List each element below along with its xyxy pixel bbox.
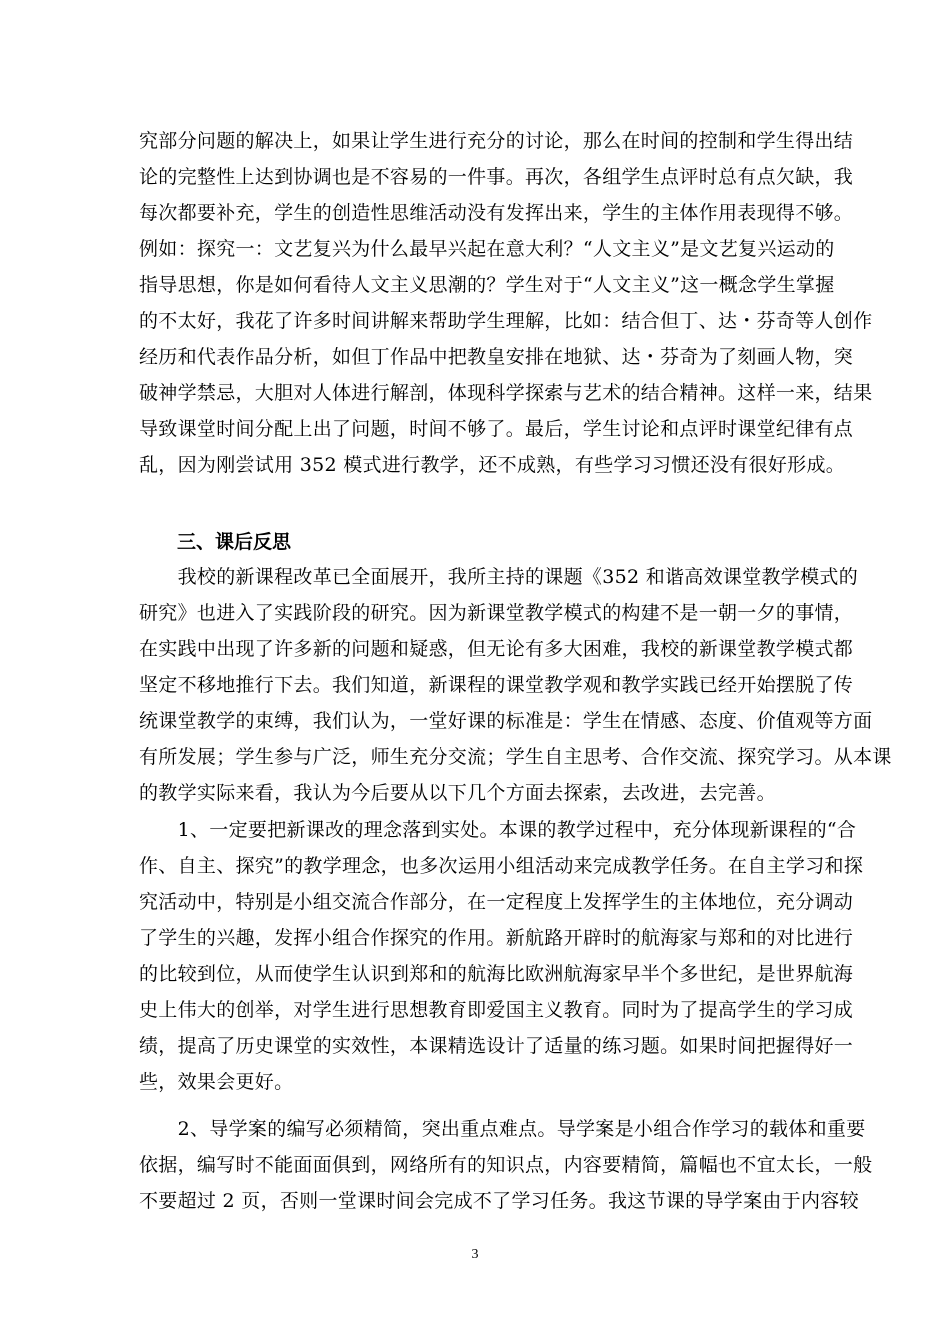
text-line: 有所发展；学生参与广泛，师生充分交流；学生自主思考、合作交流、探究学习。从本课 xyxy=(139,746,892,768)
text-line: 了学生的兴趣，发挥小组合作探究的作用。新航路开辟时的航海家与郑和的对比进行 xyxy=(139,927,854,949)
page-number: 3 xyxy=(471,1247,479,1262)
text-line: 绩，提高了历史课堂的实效性，本课精选设计了适量的练习题。如果时间把握得好一 xyxy=(139,1035,854,1057)
text-line: 乱，因为刚尝试用 352 模式进行教学，还不成熟，有些学习习惯还没有很好形成。 xyxy=(139,454,846,476)
text-line: 在实践中出现了许多新的问题和疑惑，但无论有多大困难，我校的新课堂教学模式都 xyxy=(139,638,854,660)
text-line: 作、自主、探究”的教学理念，也多次运用小组活动来完成教学任务。在自主学习和探 xyxy=(139,855,864,877)
text-line: 例如：探究一：文艺复兴为什么最早兴起在意大利？“人文主义”是文艺复兴运动的 xyxy=(139,238,835,260)
text-line: 指导思想，你是如何看待人文主义思潮的？学生对于“人文主义”这一概念学生掌握 xyxy=(139,274,835,296)
text-line: 每次都要补充，学生的创造性思维活动没有发挥出来，学生的主体作用表现得不够。 xyxy=(139,202,854,224)
text-line: 论的完整性上达到协调也是不容易的一件事。再次，各组学生点评时总有点欠缺，我 xyxy=(139,166,854,188)
section-heading: 三、课后反思 xyxy=(177,531,292,553)
text-line: 1、一定要把新课改的理念落到实处。本课的教学过程中，充分体现新课程的“合 xyxy=(139,819,857,841)
text-line: 我校的新课程改革已全面展开，我所主持的课题《352 和谐高效课堂教学模式的 xyxy=(139,566,859,588)
text-line: 经历和代表作品分析，如但丁作品中把教皇安排在地狱、达・芬奇为了刻画人物，突 xyxy=(139,346,854,368)
text-line: 究活动中，特别是小组交流合作部分，在一定程度上发挥学生的主体地位，充分调动 xyxy=(139,891,854,913)
text-line: 研究》也进入了实践阶段的研究。因为新课堂教学模式的构建不是一朝一夕的事情， xyxy=(139,602,854,624)
text-line: 的比较到位，从而使学生认识到郑和的航海比欧洲航海家早半个多世纪，是世界航海 xyxy=(139,963,854,985)
text-line: 不要超过 2 页，否则一堂课时间会完成不了学习任务。我这节课的导学案由于内容较 xyxy=(139,1190,859,1212)
text-line: 2、导学案的编写必须精简，突出重点难点。导学案是小组合作学习的载体和重要 xyxy=(139,1118,866,1140)
text-line: 导致课堂时间分配上出了问题，时间不够了。最后，学生讨论和点评时课堂纪律有点 xyxy=(139,418,854,440)
text-line: 究部分问题的解决上，如果让学生进行充分的讨论，那么在时间的控制和学生得出结 xyxy=(139,130,854,152)
text-line: 坚定不移地推行下去。我们知道，新课程的课堂教学观和教学实践已经开始摆脱了传 xyxy=(139,674,854,696)
text-line: 的不太好，我花了许多时间讲解来帮助学生理解，比如：结合但丁、达・芬奇等人创作 xyxy=(139,310,873,332)
text-line: 的教学实际来看，我认为今后要从以下几个方面去探索，去改进，去完善。 xyxy=(139,782,776,804)
text-line: 些，效果会更好。 xyxy=(139,1071,294,1093)
text-line: 统课堂教学的束缚，我们认为，一堂好课的标准是：学生在情感、态度、价值观等方面 xyxy=(139,710,873,732)
text-line: 依据，编写时不能面面俱到，网络所有的知识点，内容要精简，篇幅也不宜太长，一般 xyxy=(139,1154,873,1176)
text-line: 破神学禁忌，大胆对人体进行解剖，体现科学探索与艺术的结合精神。这样一来，结果 xyxy=(139,382,873,404)
text-line: 史上伟大的创举，对学生进行思想教育即爱国主义教育。同时为了提高学生的学习成 xyxy=(139,999,854,1021)
